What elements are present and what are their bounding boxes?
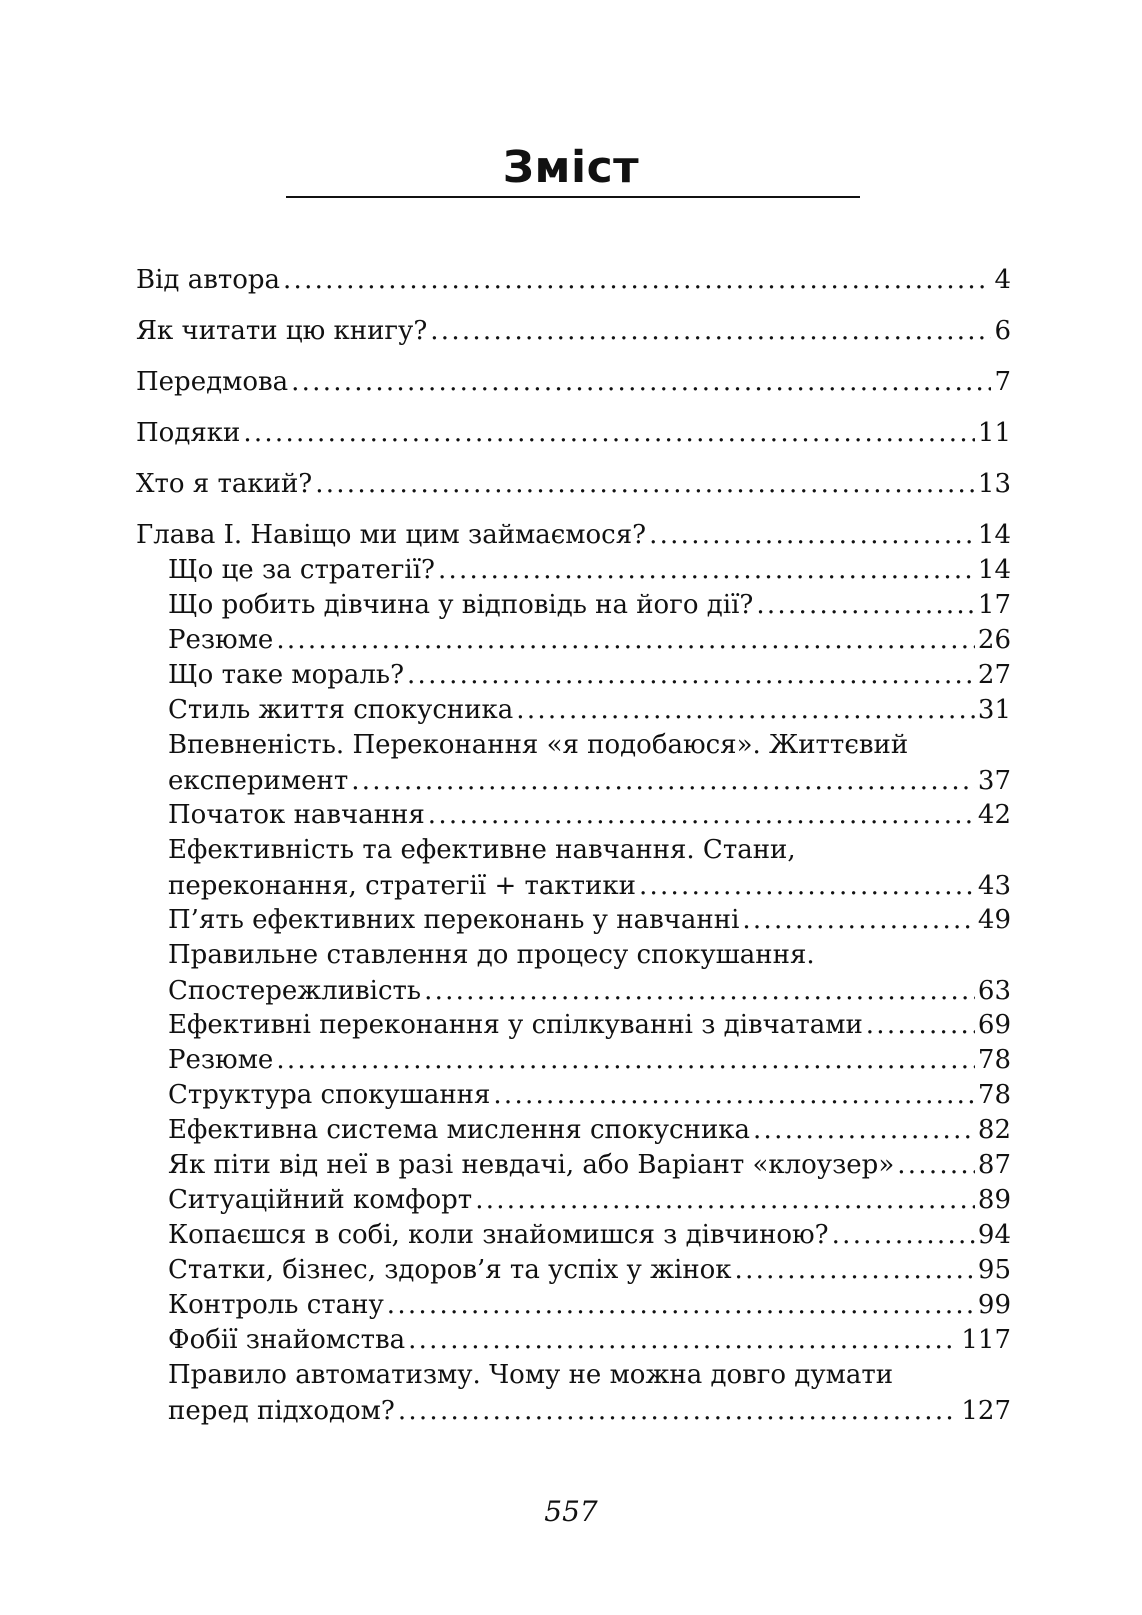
dot-leader — [430, 313, 991, 349]
toc-entry[interactable] — [168, 1287, 1011, 1323]
toc-entry-title: Що це за стратегії? — [168, 555, 435, 585]
dot-leader — [398, 1393, 959, 1429]
toc-entry-title: Як піти від неї в разі невдачі, або Варіант «клоузер» — [168, 1150, 895, 1180]
toc-entry[interactable] — [168, 832, 1011, 904]
toc-entry[interactable] — [168, 1357, 1011, 1429]
toc-entry[interactable] — [168, 552, 1011, 588]
toc-entry-page: 78 — [977, 1080, 1011, 1110]
toc-entry-page: 6 — [994, 316, 1011, 346]
toc-entry-page: 27 — [977, 660, 1011, 690]
toc-entry-page: 7 — [994, 367, 1011, 397]
toc-entry-page: 78 — [977, 1045, 1011, 1075]
toc-entry-page: 43 — [977, 871, 1011, 901]
toc-entry-title: експеримент — [168, 766, 349, 796]
toc-entry-title: Контроль стану — [168, 1290, 384, 1320]
toc-entry[interactable] — [168, 1042, 1011, 1078]
toc-entry[interactable] — [168, 727, 1011, 799]
toc-entry[interactable] — [168, 1252, 1011, 1288]
dot-leader — [351, 763, 975, 799]
dot-leader — [276, 1042, 975, 1078]
toc-entry-title: Стиль життя спокусника — [168, 695, 514, 725]
toc-entry-title: Подяки — [136, 418, 241, 448]
dot-leader — [639, 868, 975, 904]
toc-entry-page: 26 — [977, 625, 1011, 655]
toc-entry-title: Правило автоматизму. Чому не можна довго думати — [168, 1360, 894, 1390]
dot-leader — [832, 1217, 975, 1253]
dot-leader — [649, 517, 975, 553]
dot-leader — [897, 1147, 975, 1183]
toc-entry-page: 69 — [977, 1010, 1011, 1040]
dot-leader — [493, 1077, 975, 1113]
toc-entry-title: Що таке мораль? — [168, 660, 405, 690]
toc-entry[interactable] — [168, 1007, 1011, 1043]
dot-leader — [291, 364, 991, 400]
toc-entry-title: Копаєшся в собі, коли знайомишся з дівчиною? — [168, 1220, 829, 1250]
page-title: Зміст — [502, 142, 640, 193]
toc-entry-page: 31 — [977, 695, 1011, 725]
toc-entry-page: 11 — [977, 418, 1011, 448]
toc-entry-page: 17 — [977, 590, 1011, 620]
toc-entry-page: 82 — [977, 1115, 1011, 1145]
toc-entry[interactable] — [168, 1322, 1011, 1358]
toc-entry[interactable] — [136, 517, 1011, 553]
toc-entry-title: переконання, стратегії + тактики — [168, 871, 636, 901]
toc-entry-title: Що робить дівчина у відповідь на його дії? — [168, 590, 754, 620]
dot-leader — [866, 1007, 975, 1043]
toc-entry-page: 63 — [977, 976, 1011, 1006]
toc-entry-title: Правильне ставлення до процесу спокушання. — [168, 940, 815, 970]
toc-entry[interactable] — [136, 415, 1011, 451]
toc-entry-title: Резюме — [168, 625, 274, 655]
dot-leader — [315, 466, 975, 502]
toc-entry-title: Початок навчання — [168, 800, 425, 830]
toc-entry[interactable] — [168, 797, 1011, 833]
toc-entry-page: 14 — [977, 555, 1011, 585]
toc-entry-title: Структура спокушання — [168, 1080, 491, 1110]
toc-entry-title: Фобії знайомства — [168, 1325, 406, 1355]
dot-leader — [735, 1252, 975, 1288]
toc-entry-title: Ефективність та ефективне навчання. Стани, — [168, 835, 796, 865]
toc-entry-page: 117 — [961, 1325, 1011, 1355]
toc-entry-title: Ефективні переконання у спілкуванні з дівчатами — [168, 1010, 863, 1040]
dot-leader — [438, 552, 975, 588]
dot-leader — [424, 973, 975, 1009]
toc-entry-title: Спостережливість — [168, 976, 422, 1006]
toc-entry[interactable] — [168, 1217, 1011, 1253]
toc-entry-title: Ситуаційний комфорт — [168, 1185, 473, 1215]
dot-leader — [283, 262, 991, 298]
toc-entry-page: 89 — [977, 1185, 1011, 1215]
toc-entry-title: Глава І. Навіщо ми цим займаємося? — [136, 520, 647, 550]
toc-entry[interactable] — [168, 657, 1011, 693]
toc-entry-title: Впевненість. Переконання «я подобаюся». Життєвий — [168, 730, 909, 760]
page-number: 557 — [544, 1495, 598, 1528]
toc-entry-page: 49 — [977, 905, 1011, 935]
dot-leader — [475, 1182, 975, 1218]
toc-entry-title: Як читати цю книгу? — [136, 316, 428, 346]
toc-entry-page: 99 — [977, 1290, 1011, 1320]
toc-entry-title: Хто я такий? — [136, 469, 313, 499]
toc-entry-page: 95 — [977, 1255, 1011, 1285]
toc-entry-title: Від автора — [136, 265, 281, 295]
toc-entry-page: 94 — [977, 1220, 1011, 1250]
toc-entry[interactable] — [136, 262, 1011, 298]
toc-entry-title: перед підходом? — [168, 1396, 395, 1426]
toc-entry-title: Передмова — [136, 367, 289, 397]
toc-entry-page: 127 — [961, 1396, 1011, 1426]
toc-entry[interactable] — [168, 1182, 1011, 1218]
title-underline — [286, 196, 860, 198]
toc-entry-title: П’ять ефективних переконань у навчанні — [168, 905, 740, 935]
toc-entry-page: 87 — [977, 1150, 1011, 1180]
dot-leader — [756, 587, 975, 623]
toc-entry[interactable] — [168, 937, 1011, 1009]
dot-leader — [408, 1322, 958, 1358]
toc-entry-page: 14 — [977, 520, 1011, 550]
toc-entry-page: 37 — [977, 766, 1011, 796]
toc-entry[interactable] — [168, 1147, 1011, 1183]
toc-entry[interactable] — [136, 313, 1011, 349]
dot-leader — [516, 692, 975, 728]
toc-entry-title: Резюме — [168, 1045, 274, 1075]
toc-entry-title: Ефективна система мислення спокусника — [168, 1115, 751, 1145]
dot-leader — [407, 657, 975, 693]
dot-leader — [243, 415, 975, 451]
toc-entry[interactable] — [168, 1112, 1011, 1148]
toc-entry-page: 42 — [977, 800, 1011, 830]
toc-entry[interactable] — [136, 466, 1011, 502]
toc-entry[interactable] — [168, 587, 1011, 623]
dot-leader — [428, 797, 975, 833]
toc-entry[interactable] — [168, 902, 1011, 938]
dot-leader — [742, 902, 975, 938]
toc-entry[interactable] — [136, 364, 1011, 400]
toc-entry[interactable] — [168, 1077, 1011, 1113]
toc-entry[interactable] — [168, 692, 1011, 728]
toc-entry-title: Статки, бізнес, здоров’я та успіх у жінок — [168, 1255, 732, 1285]
toc-entry[interactable] — [168, 622, 1011, 658]
dot-leader — [276, 622, 975, 658]
toc-entry-page: 4 — [994, 265, 1011, 295]
dot-leader — [387, 1287, 975, 1323]
toc-entry-page: 13 — [977, 469, 1011, 499]
dot-leader — [753, 1112, 975, 1148]
